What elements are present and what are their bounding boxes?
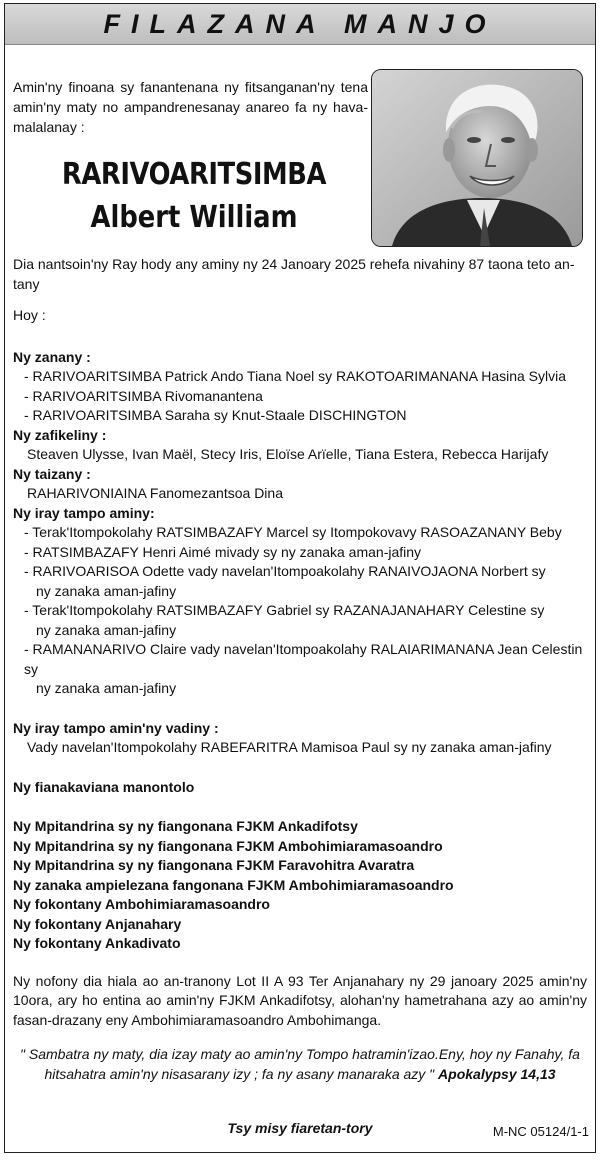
notice-body <box>5 45 595 1084</box>
footer-note: Tsy misy fiaretan-tory <box>227 1120 373 1136</box>
great-grandchild-name: RAHARIVONIAINA Fanomezantsoa Dina <box>27 485 283 501</box>
children-title: Ny zanany : <box>13 348 91 365</box>
list-item: - RARIVOARITSIMBA Saraha sy Knut-Staale DISCHINGTON <box>24 407 407 423</box>
portrait-photo-icon <box>371 69 583 247</box>
organization-line: Ny Mpitandrina sy ny fiangonana FJKM Ankadifotsy <box>13 818 358 834</box>
sibling-line-continued: ny zanaka aman-jafiny <box>36 582 177 599</box>
portrait-illustration <box>372 70 582 246</box>
obituary-notice <box>4 3 596 1153</box>
sibling-line-continued: ny zanaka aman-jafiny <box>36 680 177 696</box>
grandchildren-title: Ny zafikeliny : <box>13 426 107 443</box>
organization-line: Ny fokontany Anjanahary <box>13 915 182 932</box>
list-item <box>13 640 587 699</box>
footer <box>5 1120 595 1142</box>
sibling-line-continued: ny zanaka aman-jafiny <box>36 621 177 638</box>
great-grandchild-title: Ny taizany : <box>13 465 91 482</box>
death-notice: Dia nantsoin'ny Ray hody any aminy ny 24 Janoary 2025 rehefa nivahiny 87 taona teto an-tany <box>13 256 575 292</box>
header-banner <box>5 4 595 45</box>
list-item <box>13 543 587 563</box>
organization-line: Ny Mpitandrina sy ny fiangonana FJKM Faravohitra Avaratra <box>13 857 415 873</box>
sibling-line: - Terak'Itompokolahy RATSIMBAZAFY Marcel sy Itompokovavy RASOAZANANY Beby <box>24 524 562 540</box>
spouse-siblings-text: Vady navelan'Itompokolahy RABEFARITRA Mamisoa Paul sy ny zanaka aman-jafiny <box>27 739 552 755</box>
list-item: - RARIVOARITSIMBA Patrick Ando Tiana Noel sy RAKOTOARIMANANA Hasina Sylvia <box>24 368 567 384</box>
list-item <box>13 601 587 640</box>
list-item: - RARIVOARITSIMBA Rivomanantena <box>24 387 263 404</box>
organization-line: Ny fokontany Ankadivato <box>13 935 181 951</box>
list-item <box>13 562 587 601</box>
grandchildren-list: Steaven Ulysse, Ivan Maël, Stecy Iris, Eloïse Arïelle, Tiana Estera, Rebecca Harijafy <box>27 446 549 462</box>
bible-quote <box>13 1044 587 1084</box>
quote-text: " Sambatra ny maty, dia izay maty ao amin'ny Tompo hatramin'izao.Eny, hoy ny Fanahy, fa hitsahatra amin'ny nisasarany izy ; fa ny asany manaraka azy " <box>20 1046 580 1082</box>
sibling-line: - RAMANANARIVO Claire vady navelan'Itompoakolahy RALAIARIMANANA Jean Celestin sy <box>24 641 583 677</box>
organization-line: Ny zanaka ampielezana fangonana FJKM Ambohimiaramasoandro <box>13 876 454 893</box>
organization-line: Ny fokontany Ambohimiaramasoandro <box>13 896 270 912</box>
organization-line: Ny Mpitandrina sy ny fiangonana FJKM Ambohimiaramasoandro <box>13 837 443 854</box>
extended-family: Ny fianakaviana manontolo <box>13 778 195 795</box>
deceased-given-names: Albert William <box>90 200 298 235</box>
sibling-line: - RATSIMBAZAFY Henri Aimé mivady sy ny zanaka aman-jafiny <box>24 543 422 560</box>
sibling-line: - Terak'Itompokolahy RATSIMBAZAFY Gabriel sy RAZANAJANAHARY Celestine sy <box>24 602 545 618</box>
sibling-line: - RARIVOARISOA Odette vady navelan'Itompoakolahy RANAIVOJAONA Norbert sy <box>24 563 546 579</box>
siblings-title: Ny iray tampo aminy: <box>13 504 155 521</box>
intro-section <box>13 45 587 235</box>
notice-title: FILAZANA MANJO <box>103 8 497 39</box>
deceased-surname: RARIVOARITSIMBA <box>61 157 327 192</box>
list-item <box>13 523 587 543</box>
intro-text: Amin'ny finoana sy fanantenana ny fitsanganan'ny tena amin'ny maty no ampandrenesanay anareo fa ny hava-malalanay : <box>13 79 368 135</box>
spouse-siblings-title: Ny iray tampo amin'ny vadiny : <box>13 719 219 736</box>
hoy-label: Hoy : <box>13 307 46 323</box>
burial-details: Ny nofony dia hiala ao an-tranony Lot II A 93 Ter Anjanahary ny 29 janoary 2025 amin'ny 10ora, ary ho entina ao amin'ny FJKM Ankadifotsy, alohan'ny hametrahana azy ao amin'ny fasan-drazany eny Ambohimiaramasoandro Ambohimanga. <box>13 972 587 1028</box>
reference-code: M-NC 05124/1-1 <box>492 1124 589 1139</box>
quote-reference: Apokalypsy 14,13 <box>438 1066 556 1082</box>
